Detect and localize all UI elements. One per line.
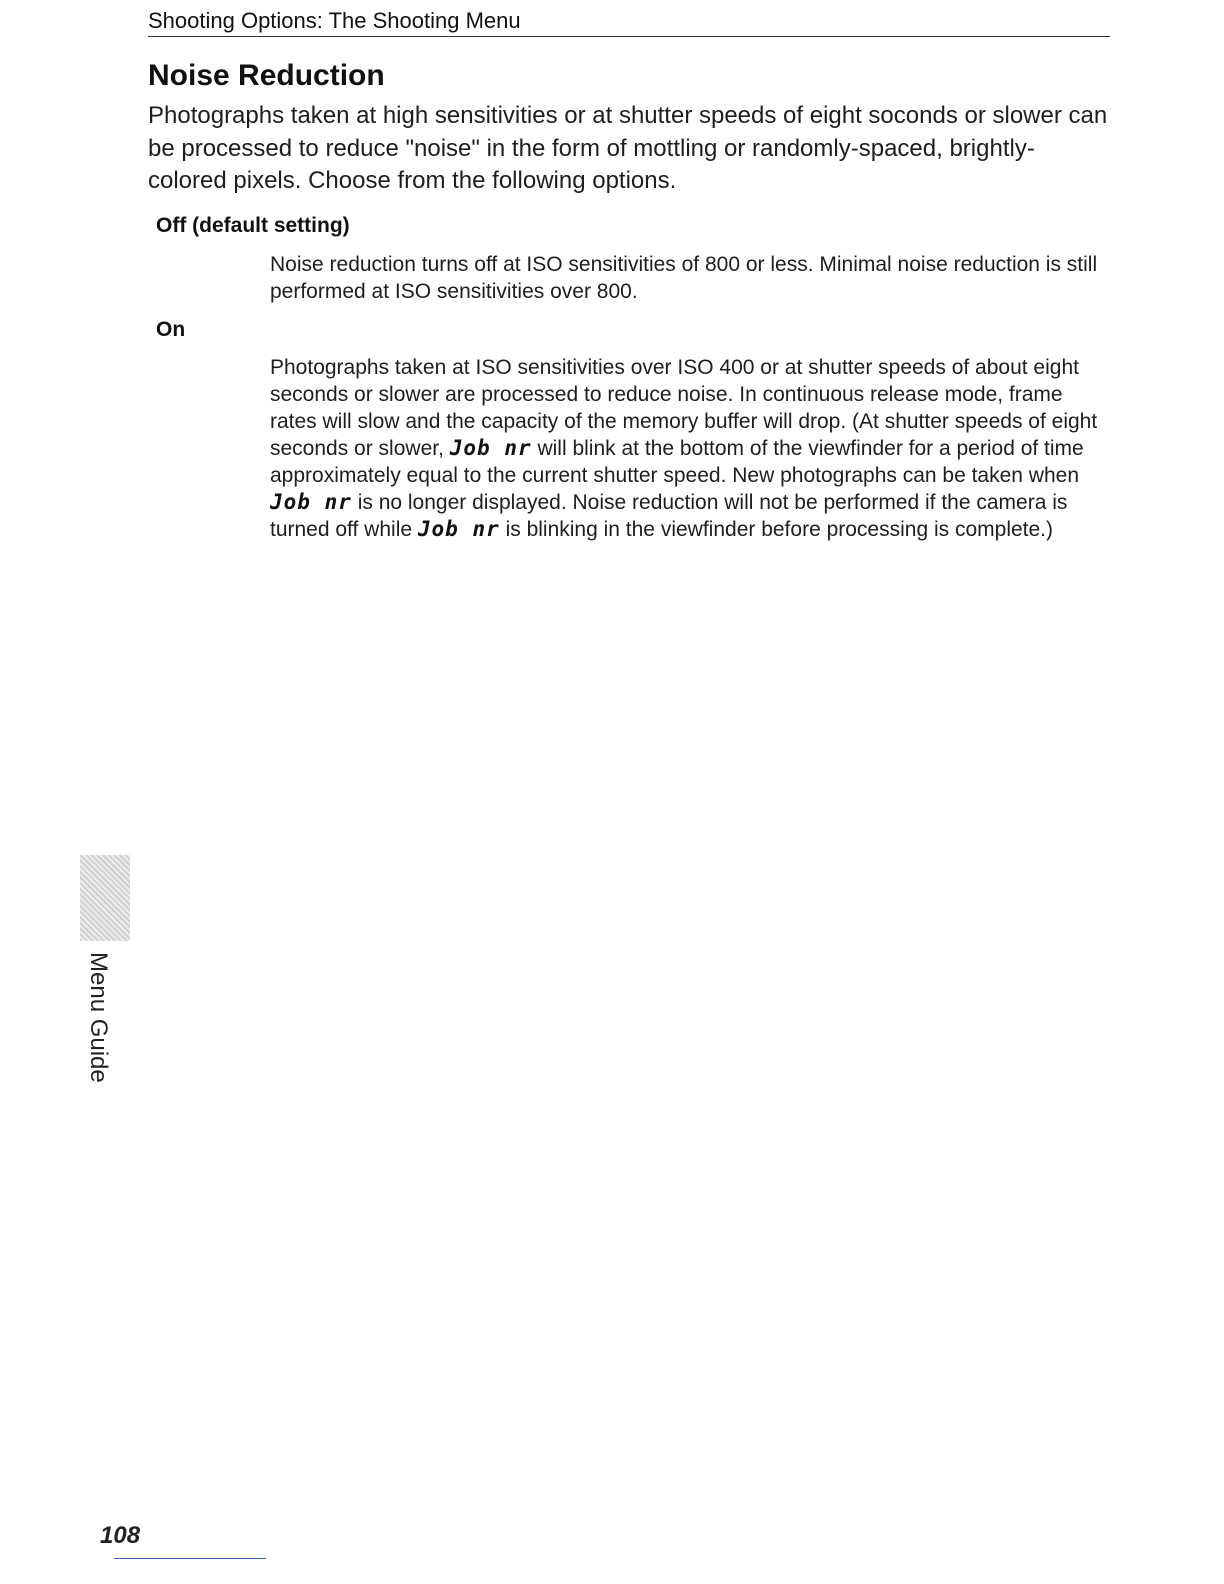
description-text: is no longer displayed. Noise reduction will not be performed if the camera is turned off while <box>270 491 1068 541</box>
section-tab-marker <box>80 855 130 941</box>
option-label-on: On <box>156 318 186 341</box>
page-title: Noise Reduction <box>148 59 385 92</box>
description-text: is blinking in the viewfinder before processing is complete.) <box>499 518 1054 541</box>
job-nr-indicator: Job nr <box>449 436 532 460</box>
description-text: will blink at the bottom of the viewfinder for a period of time approximately equal to the current shutter speed. New photographs can be taken when <box>270 437 1084 487</box>
option-label-off: Off (default setting) <box>156 214 350 237</box>
option-description-off: Noise reduction turns off at ISO sensitivities of 800 or less. Minimal noise reduction is still performed at ISO sensitivities over 800. <box>270 253 1098 303</box>
option-description-on <box>270 354 1105 543</box>
intro-paragraph: Photographs taken at high sensitivities or at shutter speeds of eight soconds or slower can be processed to reduce "noise" in the form of mottling or randomly-spaced, brightly-colored pixels. Choose from the following options. <box>148 102 1108 194</box>
job-nr-indicator: Job nr <box>270 490 352 514</box>
section-tab-label: Menu Guide <box>85 952 112 1083</box>
page-number: 108 <box>100 1522 141 1549</box>
footer-rule <box>114 1558 266 1559</box>
description-text: Photographs taken at ISO sensitivities over ISO 400 or at shutter speeds of about eight seconds or slower are processed to reduce noise. In continuous release mode, frame rates will slow and the capacity of the memory buffer will drop. (At shutter speeds of eight seconds or slower, <box>270 356 1098 460</box>
running-header: Shooting Options: The Shooting Menu <box>148 6 1110 37</box>
job-nr-indicator: Job nr <box>417 517 500 541</box>
